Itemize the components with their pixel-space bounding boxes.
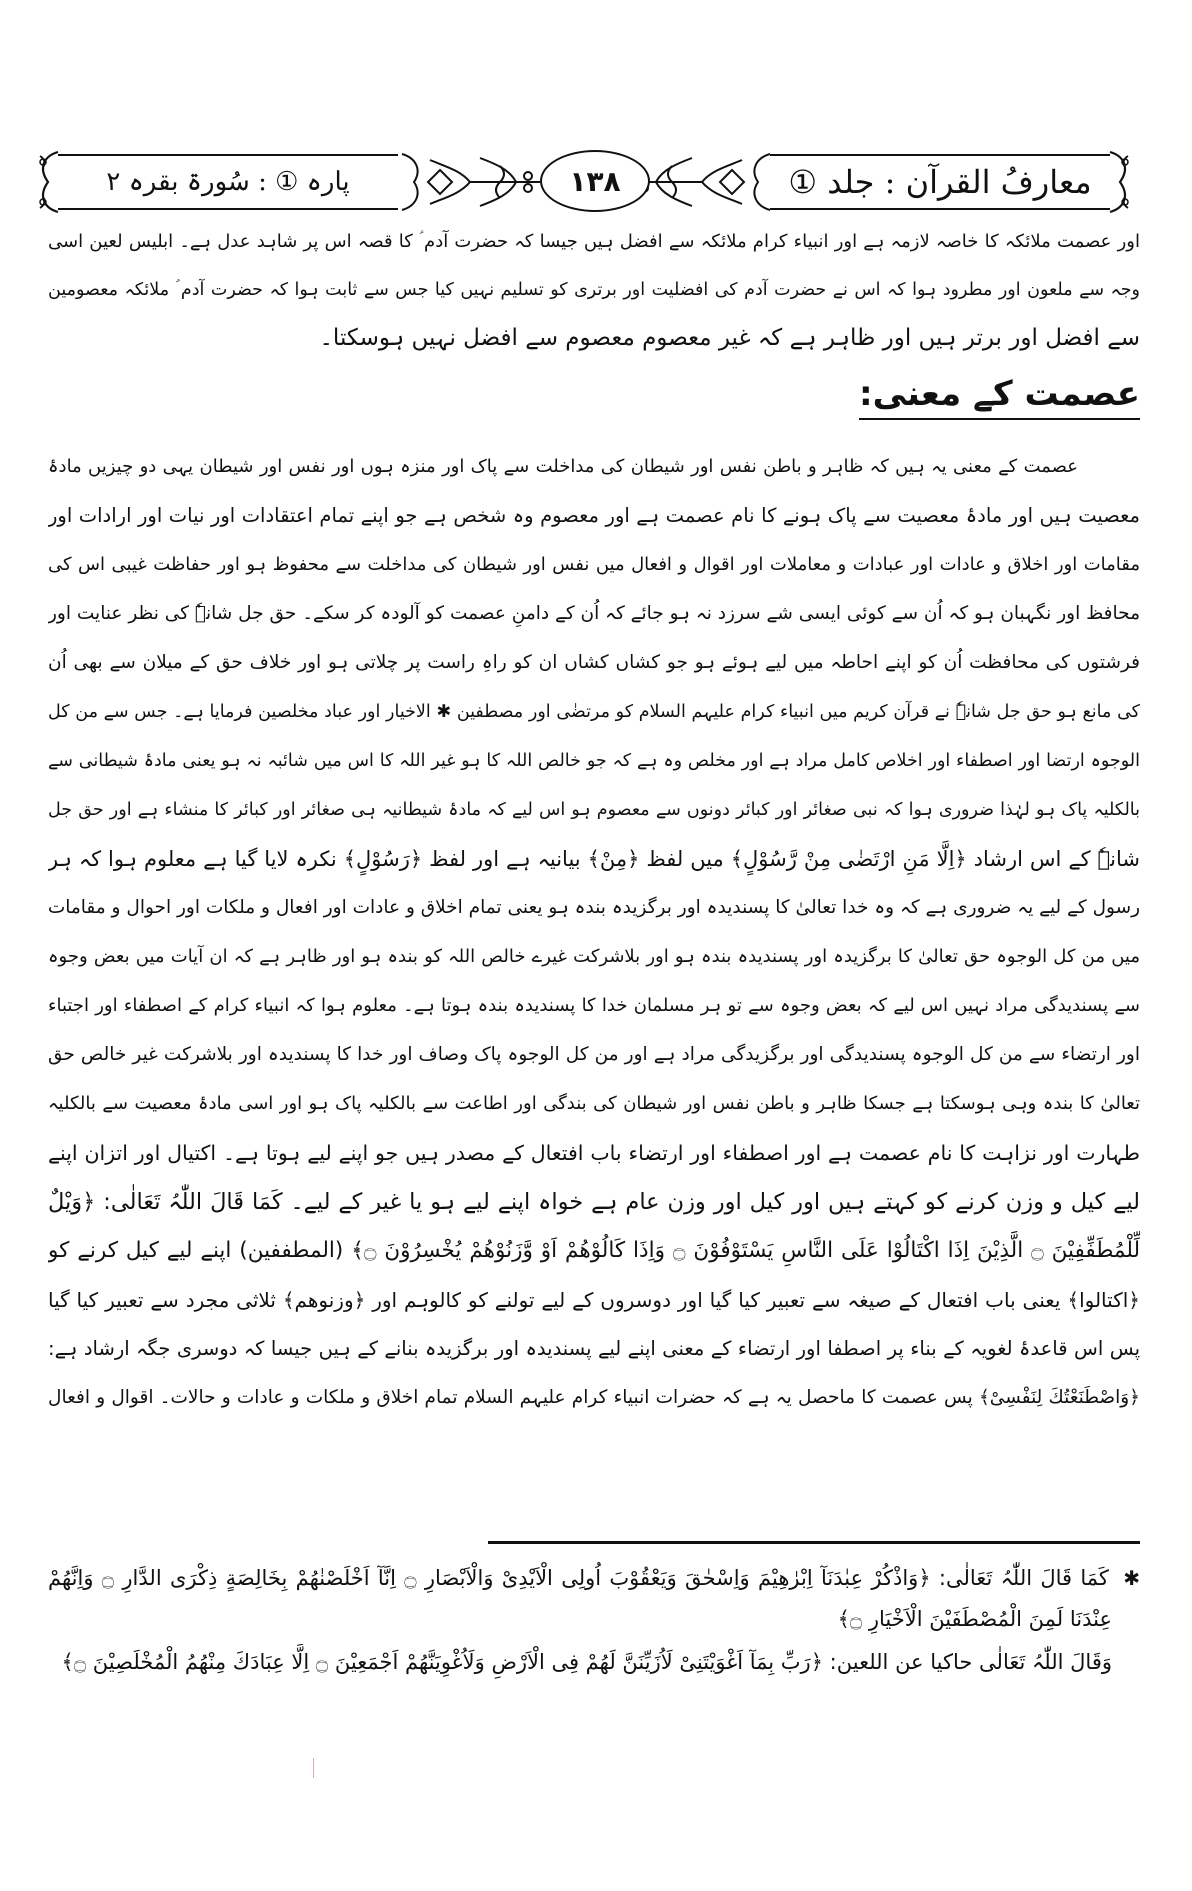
text-line: اور ارتضاء سے من کل الوجوہ پسندیدگی اور برگزیدگی مراد ہے اور من کل الوجوہ پاک وصاف اور خدا کا پسندیدہ اور بلاشرکت غیر خالص حق <box>48 1044 1140 1065</box>
text-line: بالکلیہ پاک ہو لہٰذا ضروری ہوا کہ نبی صغائر اور کبائر دونوں سے معصوم ہو اس لیے کہ مادۂ شیطانیہ ہی صغائر اور کبائر کا منشاء ہے اور حق جل <box>48 800 1140 820</box>
text-line: میں من کل الوجوہ حق تعالیٰ کا برگزیدہ اور پسندیدہ بندہ ہو اور بلاشرکت غیرے خالص اللہ کو بندہ ہو اور ظاہر ہے کہ ان آیات میں بعض وجوہ <box>48 946 1140 967</box>
text-line: عصمت کے معنی یہ ہیں کہ ظاہر و باطن نفس اور شیطان کی مداخلت سے پاک اور منزہ ہوں اور نفس اور شیطان یہی دو چیزیں مادۂ <box>48 456 1078 477</box>
text-line: لیے کیل و وزن کرنے کو کہتے ہیں اور کیل اور وزن عام ہے خواہ اپنے لیے ہو یا غیر کے لیے۔ کَمَا قَالَ اللّٰہُ تَعَالٰی: ﴿وَیْلٌ <box>48 1189 1140 1215</box>
ornament-cap-icon <box>1108 148 1134 216</box>
footnote-line: وَقَالَ اللّٰہُ تَعَالٰی حاکیا عن اللعین: ﴿رَبِّ بِمَآ اَغْوَیْتَنِیْ لَاُزَیِّنَنَّ لَھُمْ فِی الْاَرْضِ وَلَاُغْوِیَنَّھُمْ اَجْمَعِیْنَ ۝ اِلَّا عِبَادَكَ مِنْھُمُ الْمُخْلَصِیْنَ ۝﴾ <box>61 1650 1112 1674</box>
footnote-divider <box>488 1541 1140 1544</box>
text-line: فرشتوں کی محافظت اُن کو اپنے احاطہ میں لیے ہوئے ہو جو کشاں کشاں ان کو راہِ راست پر چلاتی ہو اور خلاف حق کے میلان سے بھی اُن <box>48 652 1140 673</box>
text-line <box>48 1427 1140 1469</box>
text-line: محافظ اور نگہبان ہو کہ اُن سے کوئی ایسی شے سرزد نہ ہو جائے کہ اُن کے دامنِ عصمت کو آلودہ کر سکے۔ حق جل شانہٗ کی نظر عنایت اور <box>48 603 1140 624</box>
text-line: مقامات اور اخلاق و عادات اور عبادات و معاملات اور اقوال و افعال میں نفس اور شیطان کی مداخلت سے محفوظ ہو اور حفاظت غیبی اس کی <box>48 554 1140 575</box>
footnote-text: کَمَا قَالَ اللّٰہُ تَعَالٰی: ﴿وَاذْكُرْ عِبٰدَنَآ اِبْرٰھِیْمَ وَاِسْحٰقَ وَیَعْقُوْبَ اُولِی الْاَیْدِیْ وَالْاَبْصَارِ ۝ اِنَّآ اَخْلَصْنٰھُمْ بِخَالِصَةٍ ذِكْرَی الدَّارِ ۝ وَاِنَّھُمْ <box>48 1566 1109 1590</box>
text-line: ﴿وَاصْطَنَعْتُكَ لِنَفْسِیْ﴾ پس عصمت کا ماحصل یہ ہے کہ حضرات انبیاء کرام علیہم السلام تمام اخلاق و ملکات و عادات و حالات۔ اقوال و افعال <box>48 1387 1140 1408</box>
text-line: پس اس قاعدۂ لغویہ کے بناء پر اصطفا اور ارتضاء کے معنی اپنے لیے پسندیدہ اور برگزیدہ بنانے کے ہیں جیسا کہ دوسری جگہ ارشاد ہے: <box>48 1337 1140 1360</box>
header-right-frame <box>770 154 1110 210</box>
text-line: تعالیٰ کا بندہ وہی ہوسکتا ہے جسکا ظاہر و باطن نفس اور شیطان کی بندگی اور اطاعت سے بالکلیہ پاک ہو اور اسی مادۂ معصیت سے بالکلیہ <box>48 1093 1140 1114</box>
footnote-star-icon: ✱ <box>1123 1566 1140 1590</box>
text-line: اور عصمت ملائکہ کا خاصہ لازمہ ہے اور انبیاء کرام ملائکہ سے افضل ہیں جیسا کہ حضرت آدم ؑ کا قصہ اس پر شاہد عدل ہے۔ ابلیس لعین اسی <box>48 231 1140 252</box>
text-line: سے پسندیدگی مراد نہیں اس لیے کہ بعض وجوہ سے تو ہر مسلمان خدا کا پسندیدہ بندہ ہوتا ہے۔ معلوم ہوا کہ انبیاء کرام کے اصطفاء اور اجتباء <box>48 995 1140 1016</box>
ornament-cap-icon <box>34 148 60 216</box>
footnote-line: عِنْدَنَا لَمِنَ الْمُصْطَفَیْنَ الْاَخْیَارِ ۝﴾ <box>837 1607 1112 1631</box>
text-line: الوجوہ ارتضا اور اصطفاء اور اخلاص کامل مراد ہے اور مخلص وہ ہے کہ جو خالص اللہ کا ہو غیر اللہ کا اس میں شائبہ نہ ہو یعنی مادۂ شیطانی سے <box>48 751 1140 771</box>
text-line: طہارت اور نزاہت کا نام عصمت ہے اور اصطفاء اور ارتضاء باب افتعال کے مصدر ہیں جو اپنے لیے ہوتا ہے۔ اکتیال اور اتزان اپنے <box>48 1141 1140 1165</box>
page-number: ۱۳۸ <box>540 150 650 212</box>
header-left-frame <box>58 154 398 210</box>
section-heading: عصمت کے معنی: <box>859 372 1140 420</box>
book-title-label: معارفُ القرآن : جلد ① <box>788 163 1092 201</box>
text-line: کی مانع ہو حق جل شانہٗ نے قرآن کریم میں انبیاء کرام علیہم السلام کو مرتضٰی اور مصطفین ✱ الاخیار اور عباد مخلصین فرمایا ہے۔ جس سے من کل <box>48 702 1140 722</box>
text-line: ﴿اکتالوا﴾ یعنی باب افتعال کے صیغہ سے تعبیر کیا گیا اور دوسروں کے لیے تولنے کو کالوہم اور ﴿وزنوھم﴾ ثلاثی مجرد سے تعبیر کیا گیا <box>48 1288 1140 1312</box>
scan-artifact <box>313 1758 314 1778</box>
text-line: معصیت ہیں اور مادۂ معصیت سے پاک ہونے کا نام عصمت ہے اور معصوم وہ شخص ہے جو اپنے تمام اعتقادات اور نیات اور ارادات اور <box>48 504 1140 527</box>
text-line: سے افضل اور برتر ہیں اور ظاہر ہے کہ غیر معصوم معصوم سے افضل نہیں ہوسکتا۔ <box>319 325 1140 351</box>
text-line: رسول کے لیے یہ ضروری ہے کہ وہ خدا تعالیٰ کا پسندیدہ اور برگزیدہ بندہ ہو یعنی تمام اخلاق و عادات اور افعال و ملکات اور احوال و مقامات <box>48 897 1140 918</box>
footnote-line <box>48 1560 1140 1596</box>
text-line: لِّلْمُطَفِّفِیْنَ ۝ الَّذِیْنَ اِذَا اكْتَالُوْا عَلَی النَّاسِ یَسْتَوْفُوْنَ ۝ وَاِذَا كَالُوْھُمْ اَوْ وَّزَنُوْھُمْ یُخْسِرُوْنَ ۝﴾ (المطففین) اپنے لیے کیل کرنے کو <box>48 1238 1140 1263</box>
para-surah-label: پارہ ① : سُورۃ بقرہ ۲ <box>106 167 350 197</box>
text-line: شانہٗ کے اس ارشاد ﴿اِلَّا مَنِ ارْتَضٰی مِنْ رَّسُوْلٍ﴾ میں لفظ ﴿مِنْ﴾ بیانیہ ہے اور لفظ ﴿رَسُوْلٍ﴾ نکرہ لایا گیا ہے معلوم ہوا کہ ہر <box>48 847 1140 871</box>
text-line: وجہ سے ملعون اور مطرود ہوا کہ اس نے حضرت آدم کی افضلیت اور برتری کو تسلیم نہیں کیا جس سے ثابت ہوا کہ حضرت آدم ؑ ملائکہ معصومین <box>48 280 1140 300</box>
